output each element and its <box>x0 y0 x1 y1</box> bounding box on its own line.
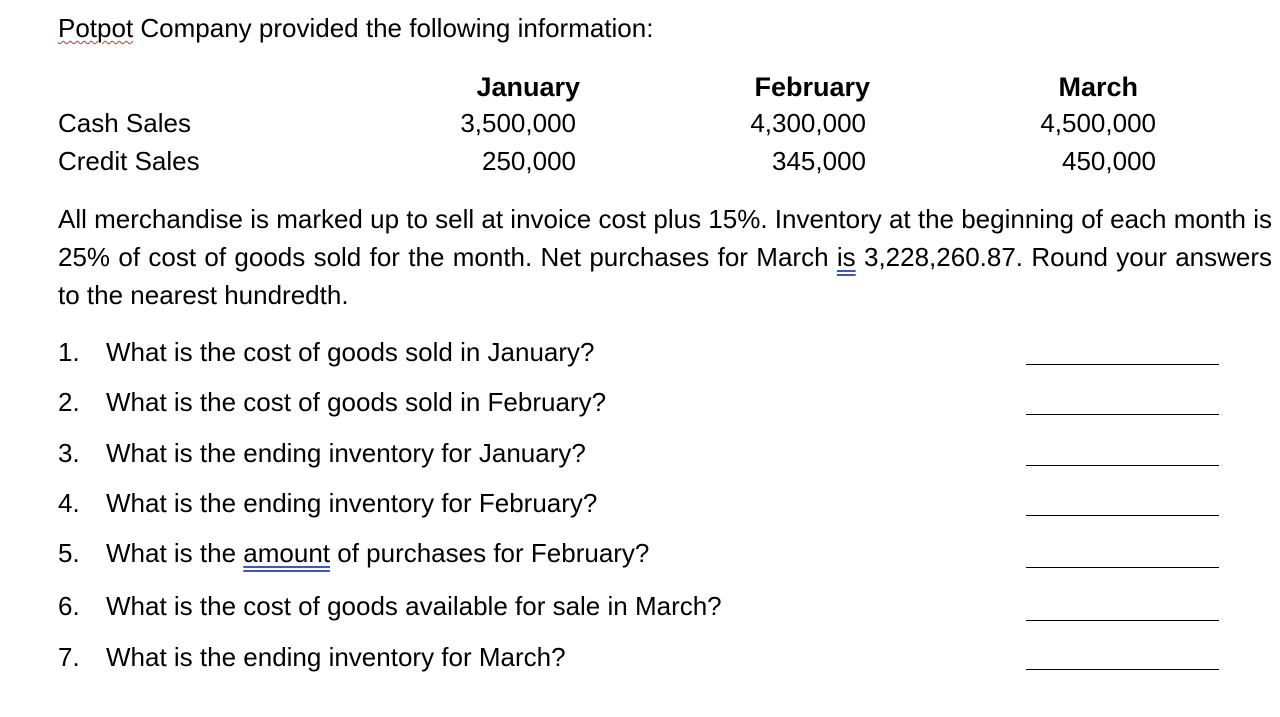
question-number: 5. <box>58 538 80 568</box>
question-text: What is the ending inventory for March? <box>106 642 566 672</box>
row-label-cash-sales: Cash Sales <box>58 108 191 138</box>
answer-blank-7[interactable] <box>1026 669 1219 670</box>
company-name: Potpot <box>58 13 134 43</box>
question-5-post: of purchases for February? <box>330 538 650 568</box>
cash-sales-march: 4,500,000 <box>1040 108 1156 138</box>
credit-sales-january: 250,000 <box>482 146 576 176</box>
question-number: 4. <box>58 488 80 518</box>
question-text: What is the ending inventory for February? <box>106 488 598 518</box>
answer-blank-4[interactable] <box>1026 515 1219 516</box>
answer-blank-6[interactable] <box>1026 620 1219 621</box>
answer-blank-2[interactable] <box>1026 414 1219 415</box>
paragraph-part-1: All merchandise is marked up to sell at invoice cost plus 15%. Inventory at the beginning of each month is 25% of cost of goods sold for the month. Net purchases for March <box>58 204 1272 272</box>
question-text <box>106 536 649 570</box>
paragraph-part-2: 3,228,260.87. Round your answers to the nearest hundredth. <box>58 242 1273 310</box>
row-label-credit-sales: Credit Sales <box>58 146 200 176</box>
answer-blank-5[interactable] <box>1026 567 1219 568</box>
cash-sales-january: 3,500,000 <box>460 108 576 138</box>
question-number: 1. <box>58 337 80 367</box>
question-number: 7. <box>58 642 80 672</box>
question-text: What is the cost of goods sold in January? <box>106 337 595 367</box>
credit-sales-march: 450,000 <box>1062 146 1156 176</box>
credit-sales-february: 345,000 <box>772 146 866 176</box>
question-text: What is the cost of goods sold in February? <box>106 387 607 417</box>
cash-sales-february: 4,300,000 <box>750 108 866 138</box>
column-header-march: March <box>1058 72 1138 102</box>
intro-line <box>58 10 653 46</box>
answer-blank-3[interactable] <box>1026 465 1219 466</box>
question-number: 6. <box>58 591 80 621</box>
column-header-january: January <box>476 72 580 102</box>
paragraph-underlined-word: is <box>836 242 856 272</box>
column-header-february: February <box>754 72 870 102</box>
answer-blank-1[interactable] <box>1026 364 1219 365</box>
question-number: 2. <box>58 387 80 417</box>
question-text: What is the cost of goods available for sale in March? <box>106 591 722 621</box>
question-text: What is the ending inventory for January? <box>106 438 586 468</box>
question-number: 3. <box>58 438 80 468</box>
instructions-paragraph <box>58 200 1272 314</box>
question-5-pre: What is the <box>106 538 244 568</box>
intro-text: Company provided the following information: <box>133 13 654 43</box>
question-5-underlined-word: amount <box>243 538 331 568</box>
